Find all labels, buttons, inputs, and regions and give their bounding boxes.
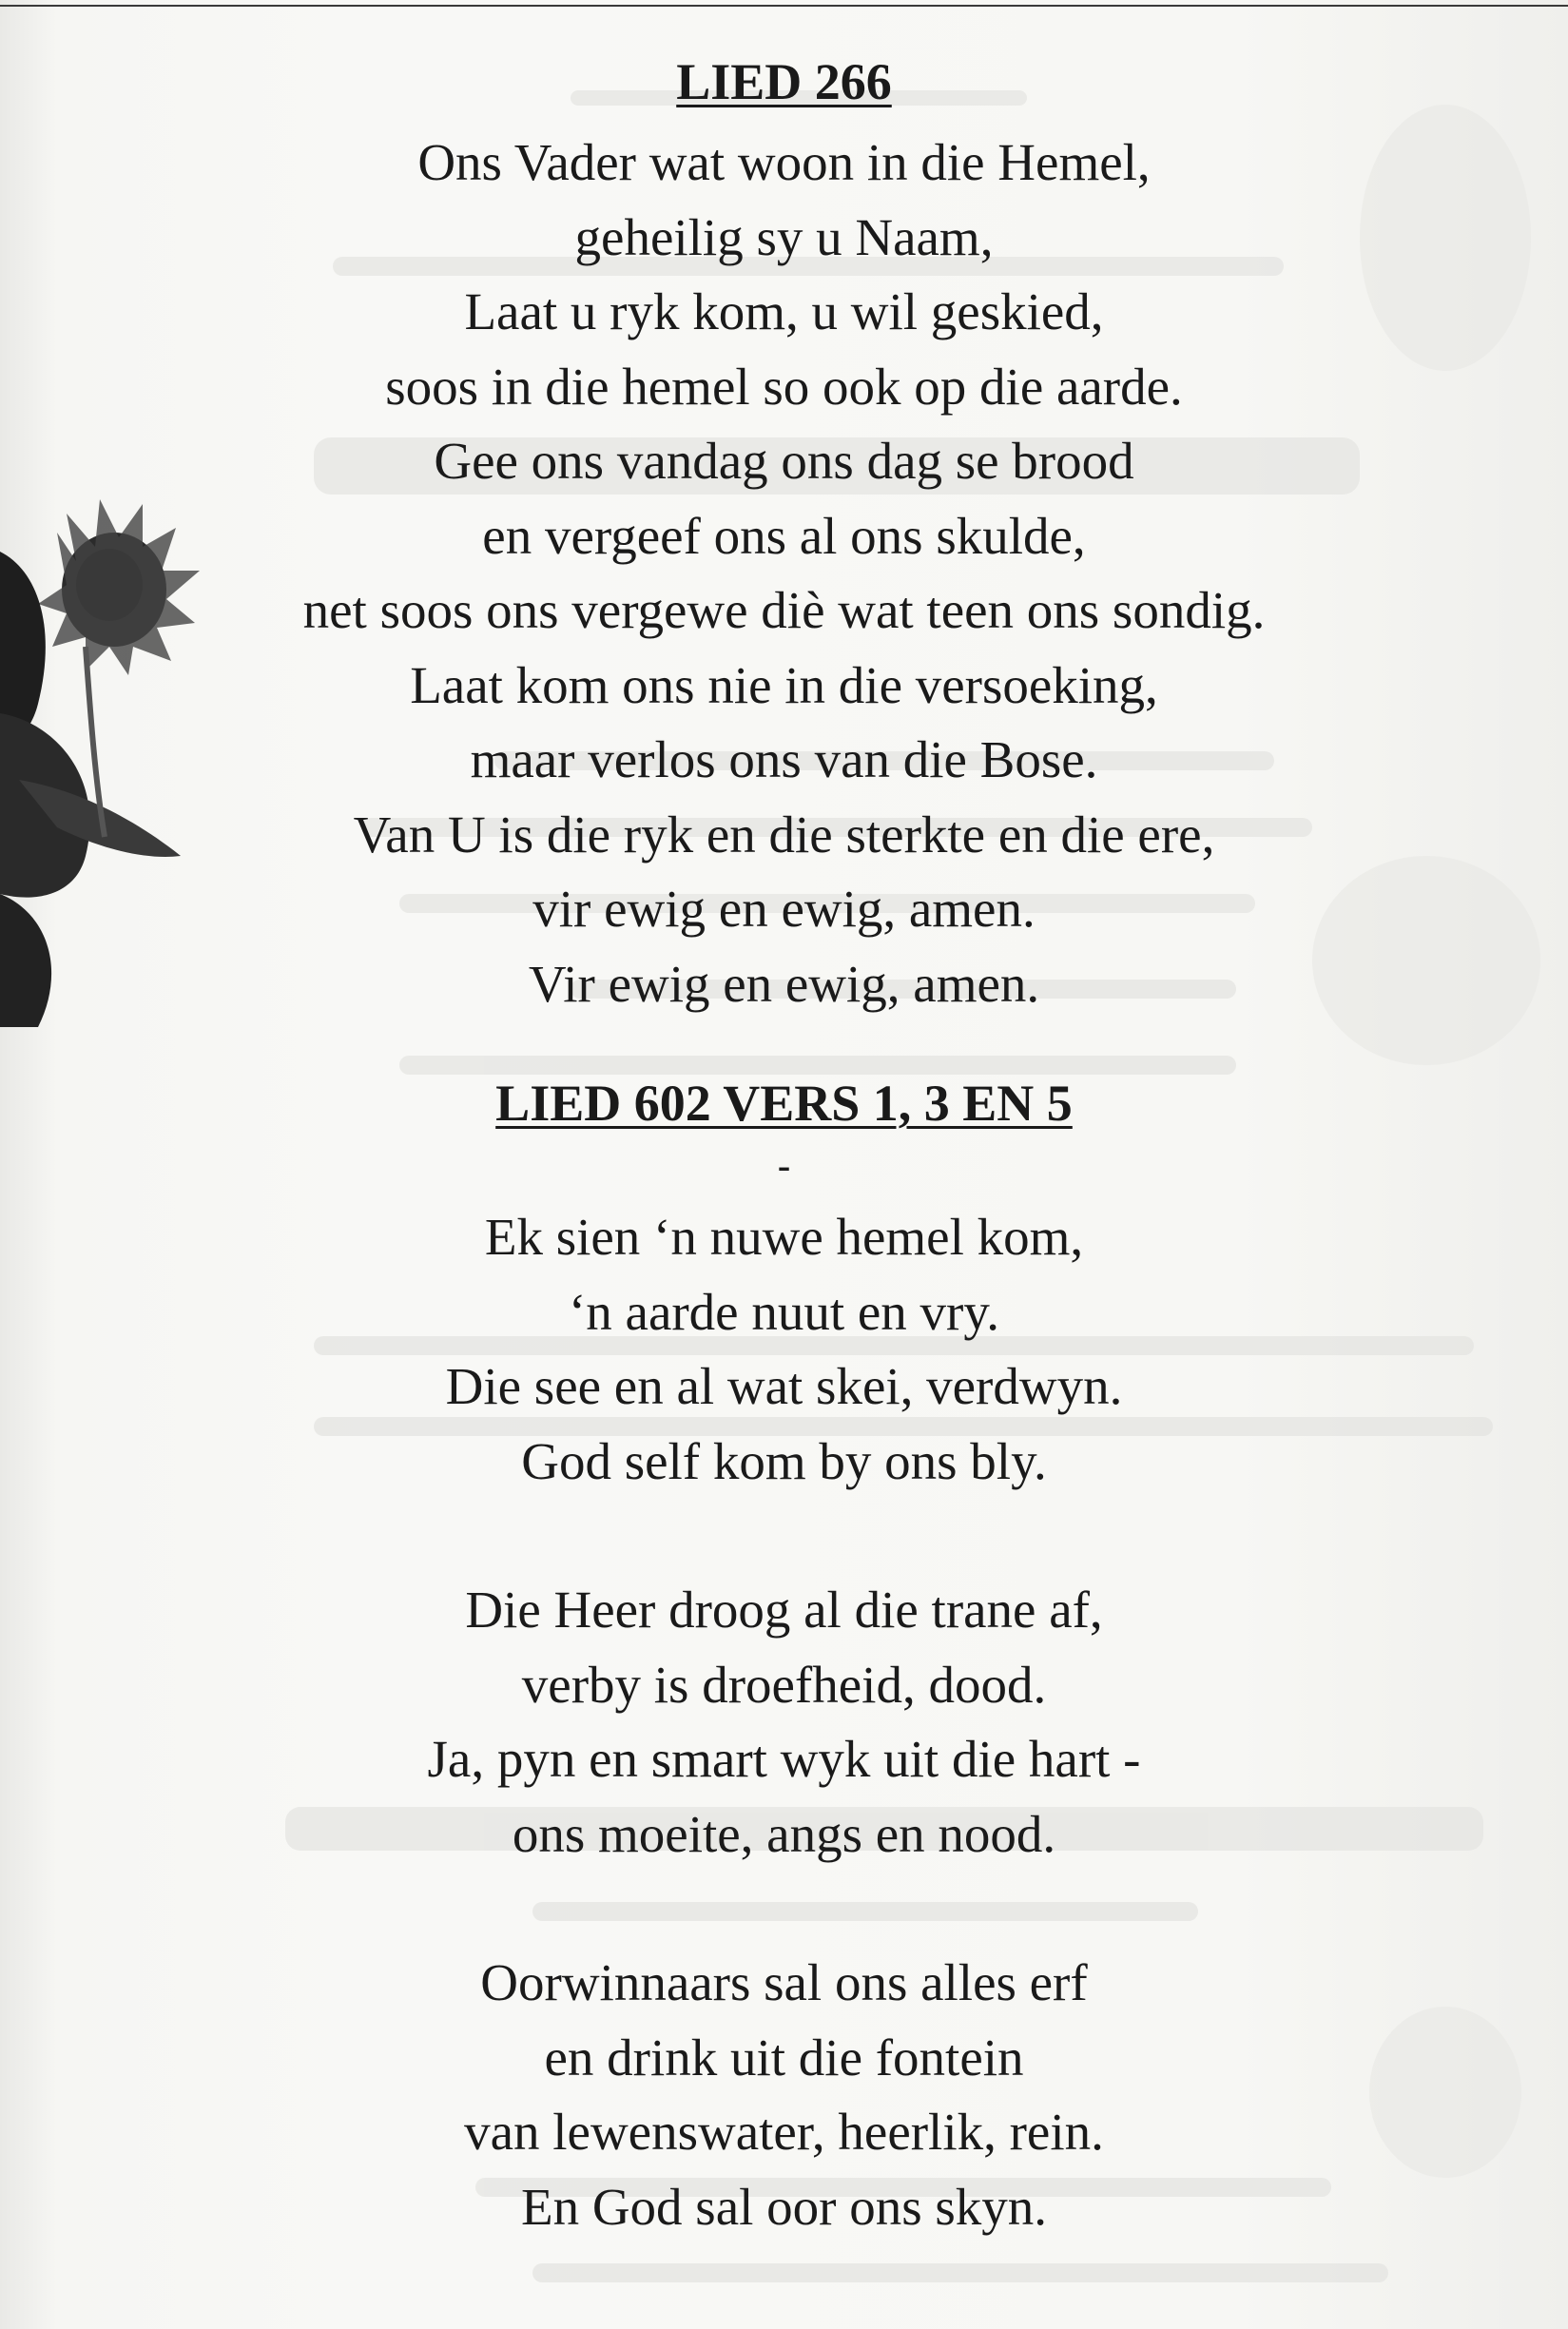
song2-stanza-3 bbox=[0, 1946, 1568, 2244]
lyric-line: En God sal oor ons skyn. bbox=[520, 2177, 1048, 2236]
lyric-line: Die Heer droog al die trane af, bbox=[465, 1581, 1103, 1639]
lyric-line: Die see en al wat skei, verdwyn. bbox=[445, 1357, 1123, 1415]
lyric-line: vir ewig en ewig, amen. bbox=[532, 880, 1036, 938]
lyric-line: Laat u ryk kom, u wil geskied, bbox=[464, 282, 1104, 340]
lyric-line: maar verlos ons van die Bose. bbox=[470, 730, 1098, 788]
stanza-gap bbox=[0, 1499, 1568, 1573]
lyric-line: Laat kom ons nie in die versoeking, bbox=[410, 655, 1158, 714]
lyric-line: God self kom by ons bly. bbox=[521, 1431, 1047, 1490]
lyric-line: ‘n aarde nuut en vry. bbox=[568, 1282, 1000, 1341]
song1-lyrics bbox=[0, 126, 1568, 1021]
lyric-line: geheilig sy u Naam, bbox=[574, 207, 994, 266]
stanza-gap bbox=[0, 1872, 1568, 1946]
lyric-line: Ek sien ‘n nuwe hemel kom, bbox=[484, 1208, 1084, 1266]
lyric-line: verby is droefheid, dood. bbox=[521, 1655, 1047, 1714]
lyric-line: en drink uit die fontein bbox=[544, 2028, 1024, 2086]
lyric-line: ons moeite, angs en nood. bbox=[512, 1804, 1056, 1863]
lyric-line: Ja, pyn en smart wyk uit die hart - bbox=[427, 1730, 1141, 1788]
song2-stanza-1 bbox=[0, 1200, 1568, 1499]
lyric-line: soos in die hemel so ook op die aarde. bbox=[385, 357, 1183, 416]
lyric-line: Gee ons vandag ons dag se brood bbox=[434, 432, 1134, 490]
lyric-line: van lewenswater, heerlik, rein. bbox=[464, 2103, 1104, 2161]
lyric-line: Oorwinnaars sal ons alles erf bbox=[480, 1953, 1088, 2011]
song1-heading: LIED 266 bbox=[676, 53, 892, 110]
lyric-line: Vir ewig en ewig, amen. bbox=[528, 954, 1040, 1013]
lyric-line: Ons Vader wat woon in die Hemel, bbox=[417, 133, 1151, 191]
dash-mark: - bbox=[777, 1144, 791, 1187]
lyric-line: en vergeef ons al ons skulde, bbox=[482, 506, 1086, 565]
lyrics-content bbox=[0, 38, 1568, 2244]
song2-stanza-2 bbox=[0, 1573, 1568, 1872]
lyric-line: net soos ons vergewe diè wat teen ons sondig. bbox=[302, 581, 1266, 639]
lyric-line: Van U is die ryk en die sterkte en die ere, bbox=[353, 805, 1215, 864]
song2-heading: LIED 602 VERS 1, 3 EN 5 bbox=[495, 1075, 1073, 1132]
